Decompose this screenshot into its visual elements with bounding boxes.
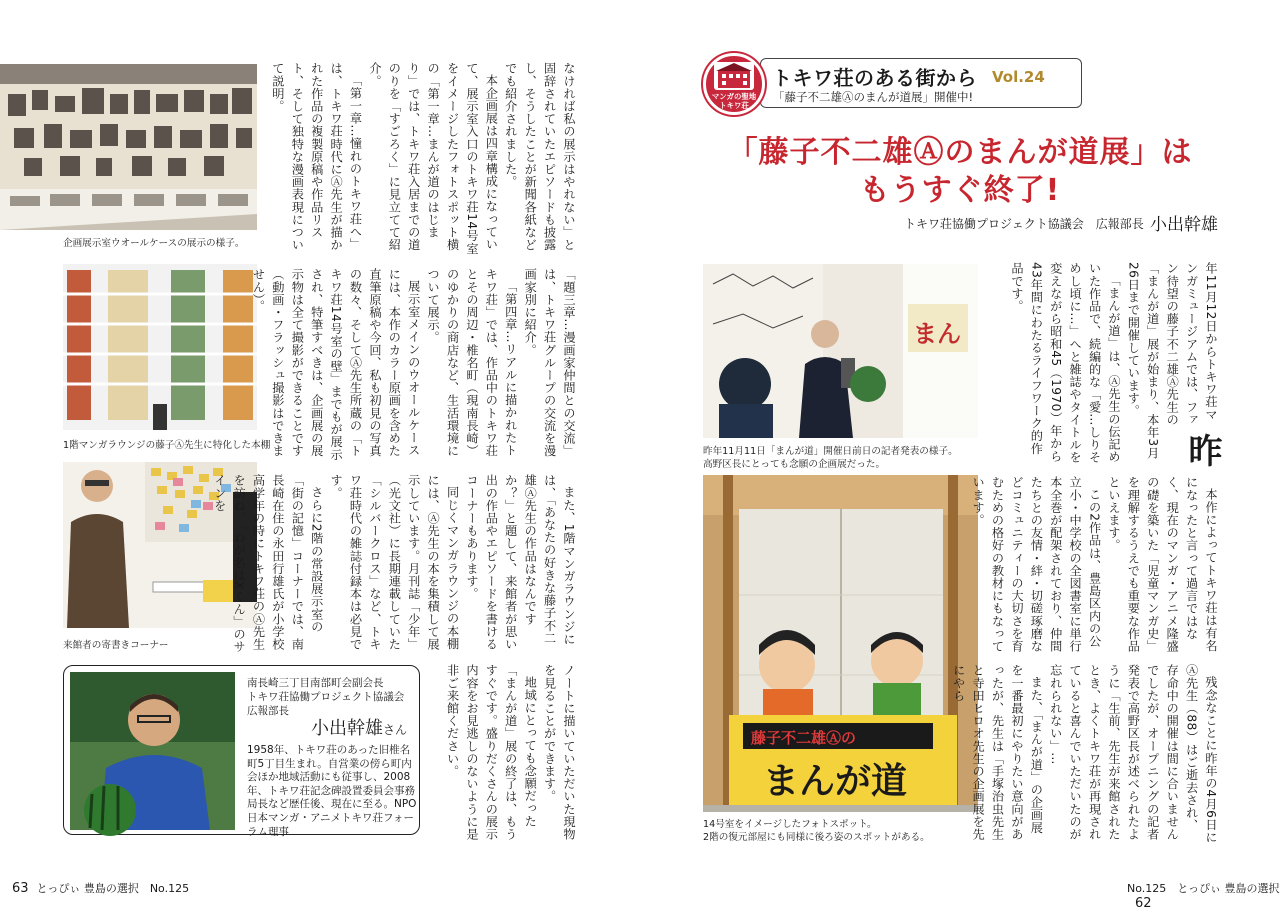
left-article-col2 [251,268,578,461]
right-article-col-c [951,664,1220,844]
profile-role: トキワ荘協働プロジェクト協議会 [247,691,405,703]
profile-role: 広報部長 [247,705,289,717]
left-article-col4 [440,664,578,844]
paragraph: さらに2階の常設展示室の「街の記憶」コーナーでは、南長崎在住の永田行雄氏が小学校高学年の時にトキワ荘のⒶ先生を訪ね、「わが名はXくん」のサインを [212,474,324,654]
paragraph-text: 年11月12日からトキワ荘マンガミュージアムでは、ファン待望の藤子不二雄Ⓐ先生の「まんが道」展が始まり、本年3月26日まで開催しています。 [1126,262,1218,460]
right-article-col-a [990,262,1220,467]
photo-caption: 来館者の寄書きコーナー [63,640,169,651]
author-photo [70,672,235,830]
profile-name [311,714,407,740]
paragraph: 同じくマンガラウンジの本棚には、Ⓐ先生の本を集積して展示しています。月刊誌「少年」（光文社）に長期連載していた「シルバークロス」など、トキワ荘時代の雑誌付録本は必見です。 [329,474,460,651]
series-title: トキワ荘のある街から [772,66,977,90]
page-number: 62 [1135,896,1152,911]
wall-case-photo [0,64,257,230]
profile-name-text: 小出幹雄 [311,718,383,739]
paragraph: 残念なことに昨年の4月6日にⒶ先生（88）はご逝去され、存命中の開催は間に合いませんでしたが、オープニングの記者発表で高野区長が述べられたように「生前、先生が来館されたとき、よくトキワ荘が再現されていると喜んでいただいたのが忘れられない」… [1048,664,1218,844]
photo-caption: 1階マンガラウンジの藤子Ⓐ先生に特化した本棚 [63,440,271,451]
paragraph: 本作によってトキワ荘は有名になったと言って過言ではなく、現在のマンガ・アニメ隆盛の礎を築いた「児童マンガ史」を理解するうえでも重要な作品といえます。 [1106,476,1218,653]
paragraph: ノートに描いていただいた現物を見ることができます。 [542,664,576,841]
paragraph: 「まんが道」は、Ⓐ先生の伝記めいた作品で、続編的な「愛…しりそめし頃に…」へと雑誌やタイトルを変えながら昭和45（1970）年から43年間にわたるライフワーク的作品です。 [1009,262,1121,464]
article-headline-line1: 「藤子不二雄Ⓐのまんが道展」は [727,135,1193,170]
series-volume: Vol.24 [992,68,1045,86]
footer-text: No.125 とっぴぃ 豊島の選択 [1127,882,1280,895]
page-number: 63 [12,881,29,896]
paragraph: この2作品は、豊島区内の公立小・中学校の全図書室に単行本全巻が配架されており、仲間たちとの友情・絆・切磋琢磨などコミュニティーの大切さを育むための格好の教材にもなっています。 [971,476,1102,653]
press-conference-photo [703,264,978,438]
profile-role: 南長崎三丁目南部町会副会長 [247,677,384,689]
article-headline-line2: もうすぐ終了! [859,173,1061,208]
svg-text:まんが道: まんが道 [763,761,908,802]
paragraph: 展示室メインのウオールケースには、本作のカラー原画を含めた直筆原稿や今回、私も初見の写真の数々、そしてⒶ先生所蔵の「トキワ荘14号室の壁」までもが展示され、特筆すべきは、企画展の展示物は全て撮影ができることです（動画・フラッシュ撮影はできません）。 [251,268,421,461]
paragraph: なければ私の展示はやれない」と固辞されていたエピソードも披露し、そうしたことが新聞各紙などでも紹介されました。 [503,62,576,251]
photo-caption: 昨年11月11日「まんが道」開催日前日の記者発表の様子。 [703,446,958,457]
byline-author: 小出幹雄 [1150,215,1218,235]
drop-cap: 昨 [1182,432,1222,467]
paragraph: また、1階マンガラウンジには、「あなたの好きな藤子不二雄Ⓐ先生の作品はなんですか？」と題して、来館者が思い出の作品やエピソードを書けるコーナーもあります。 [464,474,576,651]
profile-honorific: さん [383,723,408,737]
paragraph: 「題三章…漫画家仲間との交流」は、トキワ荘グループの交流を漫画家別に紹介。 [523,268,576,457]
right-article-col-b [971,476,1220,654]
paragraph: 「第四章…リアルに描かれたトキワ荘」では、作品中のトキワ荘とその周辺・椎名町（現南長崎）のゆかりの商店など、生活環境について展示。 [426,268,518,457]
byline-organization: トキワ荘協働プロジェクト協議会 広報部長 [904,217,1144,231]
photo-caption: 企画展示室ウオールケースの展示の様子。 [63,238,245,249]
right-page-footer [1127,880,1280,911]
svg-text:藤子不二雄Ⓐの: 藤子不二雄Ⓐの [751,729,857,747]
paragraph: 「第一章…憧れのトキワ荘へ」は、トキワ荘時代にⒶ先生が描かれた作品の複製原稿や作品リスト、そして独特な漫画表現について説明。 [270,62,363,251]
bookshelf-photo [63,264,257,430]
photo-caption: 高野区長にとっても念願の企画展だった。 [703,459,886,470]
profile-bio: 1958年、トキワ荘のあった旧椎名町5丁目生まれ。自営業の傍ら町内会ほか地域活動にも従事し、2008年、トキワ荘記念碑設置委員会事務局長など歴任後、現在に至る。NPO日本マンガ・アニメトキワ荘フォーラム理事 [247,744,417,838]
left-article-col3 [212,474,578,654]
logo-text: マンガの聖地 トキワ荘 [711,92,757,110]
tokiwaso-logo [703,53,765,115]
left-page-footer [12,880,189,896]
photo-caption: 2階の復元部屋にも同様に後ろ姿のスポットがある。 [703,832,930,843]
series-subtitle: 「藤子不二雄Ⓐのまんが道展」開催中! [773,90,974,104]
paragraph: また、「まんが道」の企画展を一番最初にやりたい意向があったが、先生は「手塚治虫先生と寺田ヒロオ先生の企画展を先にやら [951,664,1044,841]
photo-spot-photo [703,475,978,812]
svg-text:まん: まん [913,320,961,348]
left-article-col1 [265,62,578,255]
paragraph: 本企画展は四章構成になっていて、展示室入口のトキワ荘14号室をイメージしたフォトスポット横の「第一章…まんが道のはじまり」では、トキワ荘入居までの道のりを「すごろく」に見立てて紹介。 [367,62,499,255]
paragraph [1123,262,1220,467]
photo-caption: 14号室をイメージしたフォトスポット。 [703,819,877,830]
paragraph: 地域にとっても念願だった「まんが道」展の終了は、もうすぐです。盛りだくさんの展示内容をお見逃しのないように是非ご来館ください。 [445,664,538,841]
footer-text: とっぴぃ 豊島の選択 No.125 [36,882,190,895]
building-icon [714,62,754,90]
